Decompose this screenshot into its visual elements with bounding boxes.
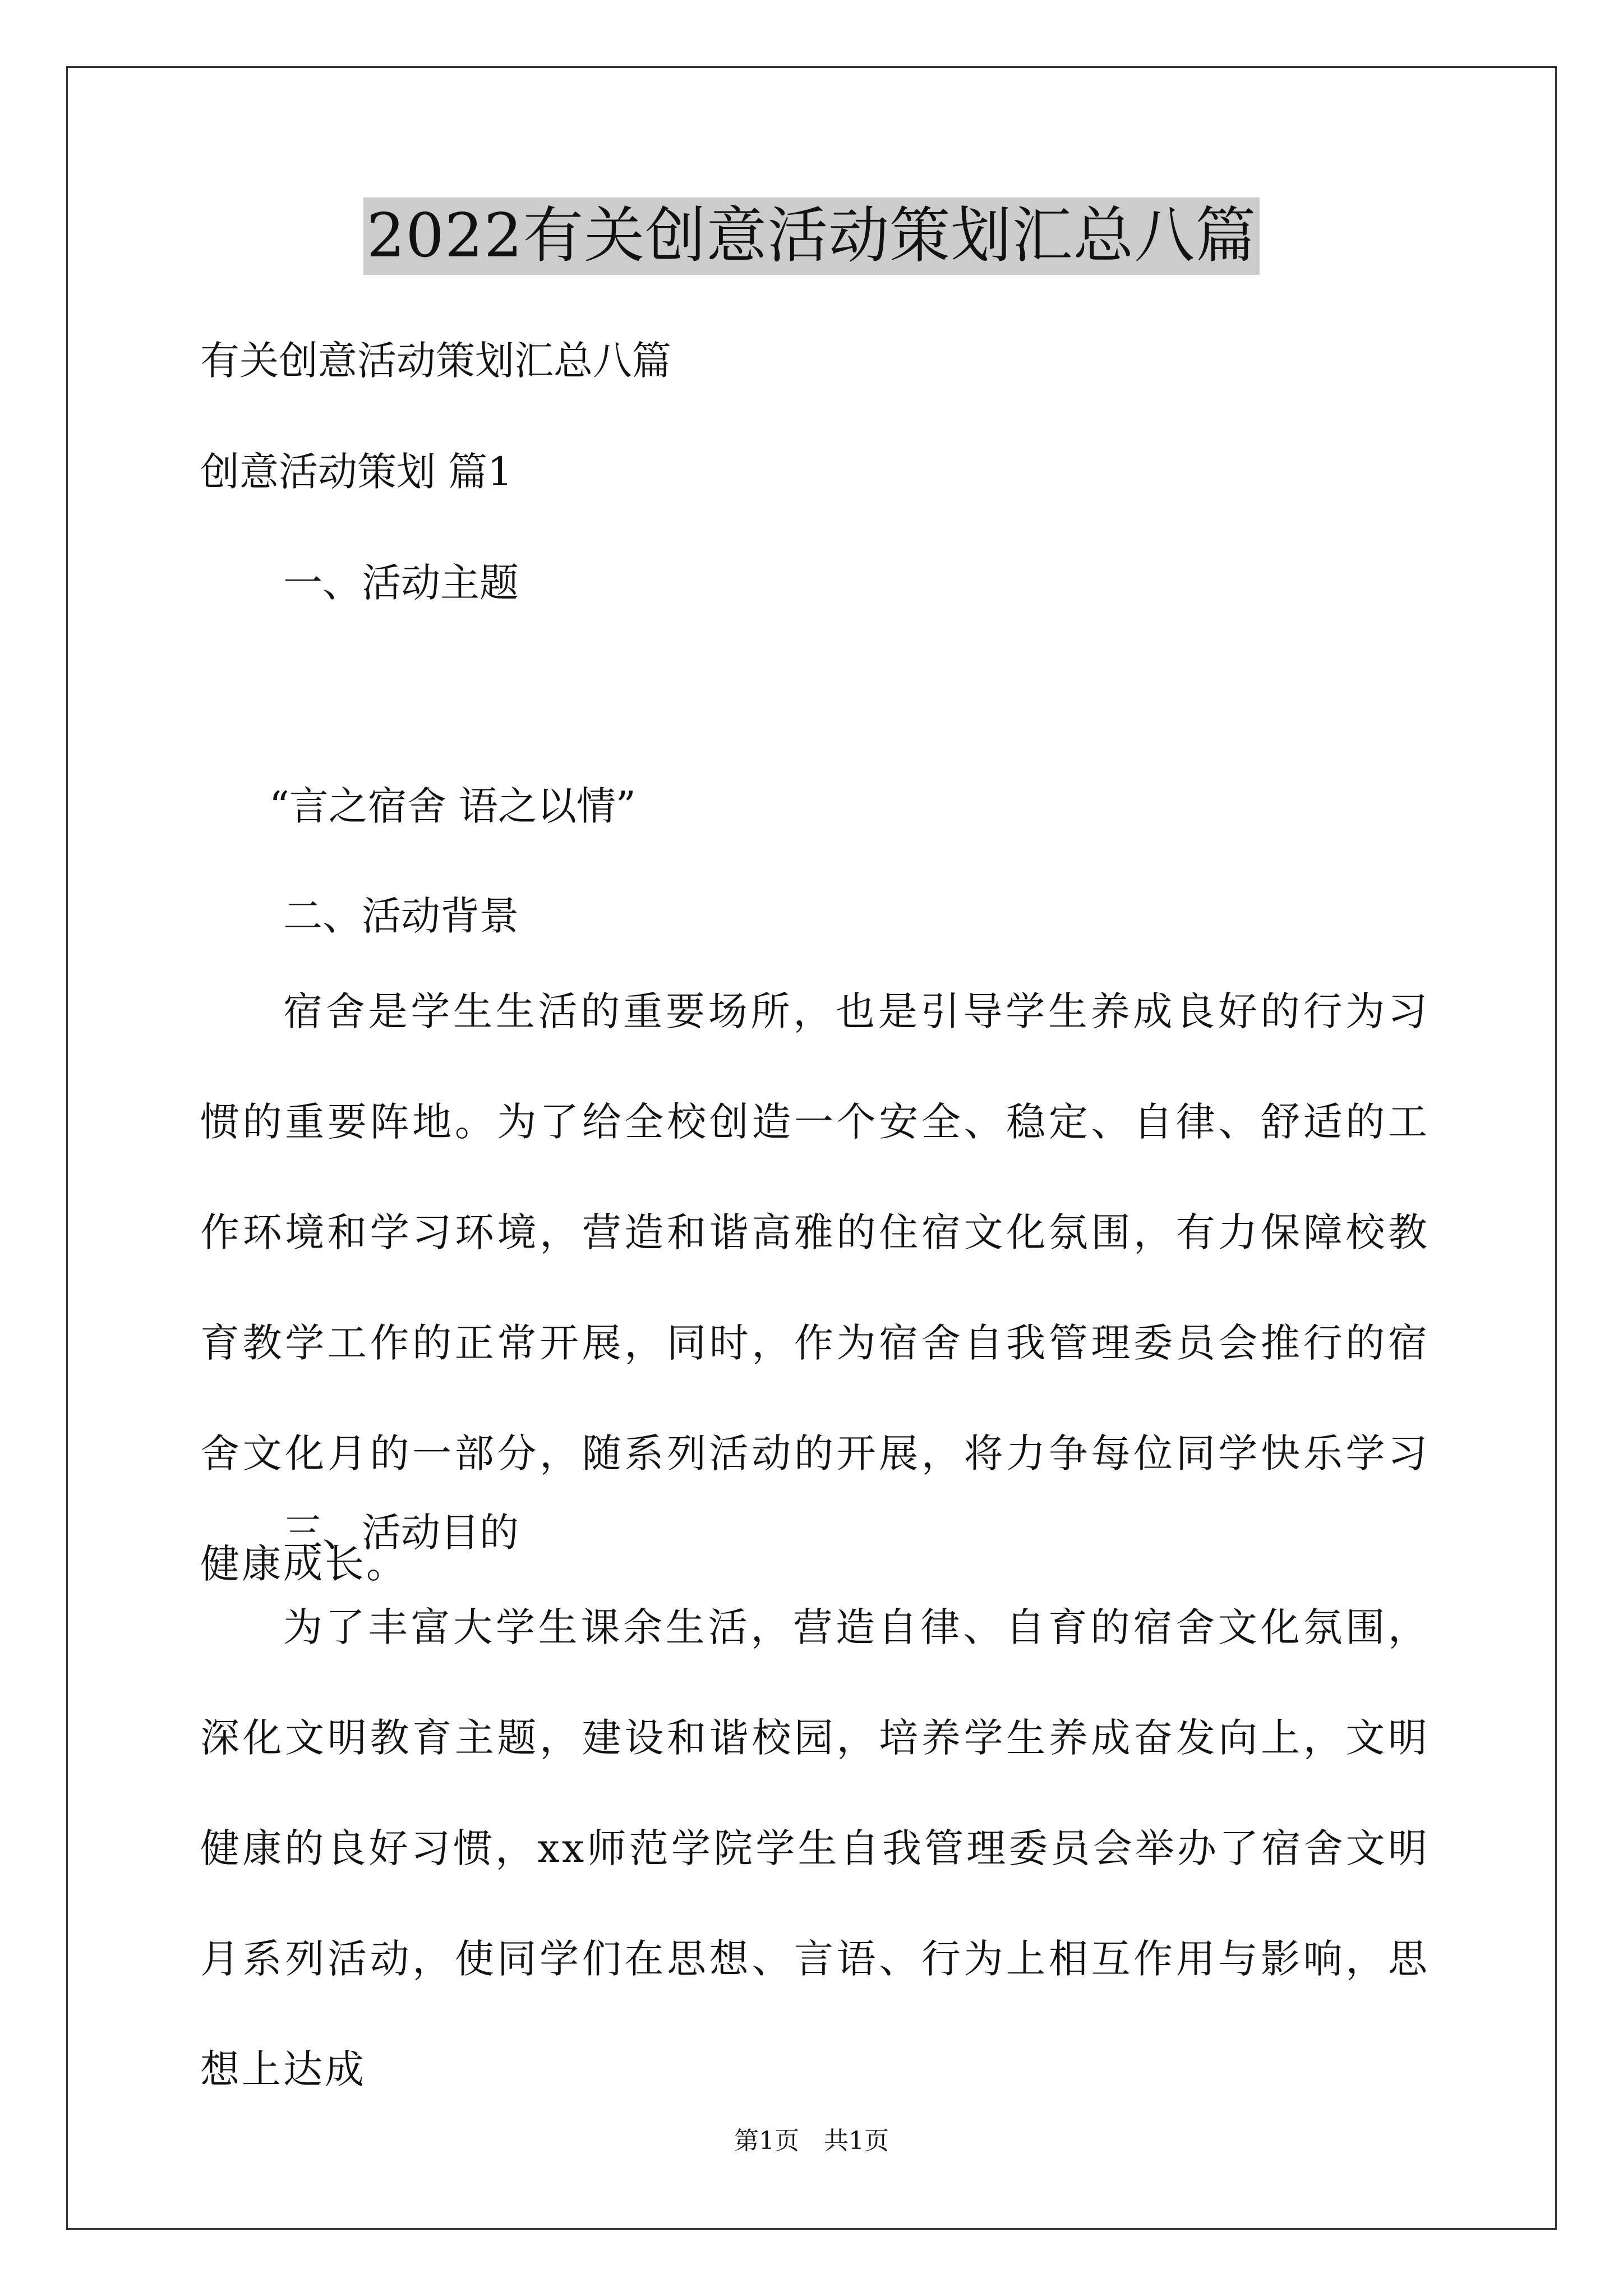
document-subtitle: 有关创意活动策划汇总八篇 <box>200 338 671 384</box>
page-footer: 第1页 共1页 <box>734 2127 889 2155</box>
section-label: 创意活动策划 篇1 <box>200 449 513 495</box>
title-container <box>0 197 1623 275</box>
paragraph-purpose: 为了丰富大学生课余生活，营造自律、自育的宿舍文化氛围，深化文明教育主题，建设和谐校园，培养学生养成奋发向上，文明健康的良好习惯，xx师范学院学生自我管理委员会举办了宿舍文明月系列活动，使同学们在思想、言语、行为上相互作用与影响，思想上达成 <box>200 1604 1430 2092</box>
paragraph-background: 宿舍是学生生活的重要场所，也是引导学生养成良好的行为习惯的重要阵地。为了给全校创造一个安全、稳定、自律、舒适的工作环境和学习环境，营造和谐高雅的住宿文化氛围，有力保障校教育教学工作的正常开展，同时，作为宿舍自我管理委员会推行的宿舍文化月的一部分，随系列活动的开展，将力争每位同学快乐学习健康成长。 <box>200 988 1430 1587</box>
document-title: 2022有关创意活动策划汇总八篇 <box>363 197 1260 275</box>
heading-purpose: 三、活动目的 <box>283 1510 519 1556</box>
heading-theme: 一、活动主题 <box>283 560 519 606</box>
heading-background: 二、活动背景 <box>283 893 519 939</box>
theme-quote: “言之宿舍 语之以情” <box>269 783 636 829</box>
